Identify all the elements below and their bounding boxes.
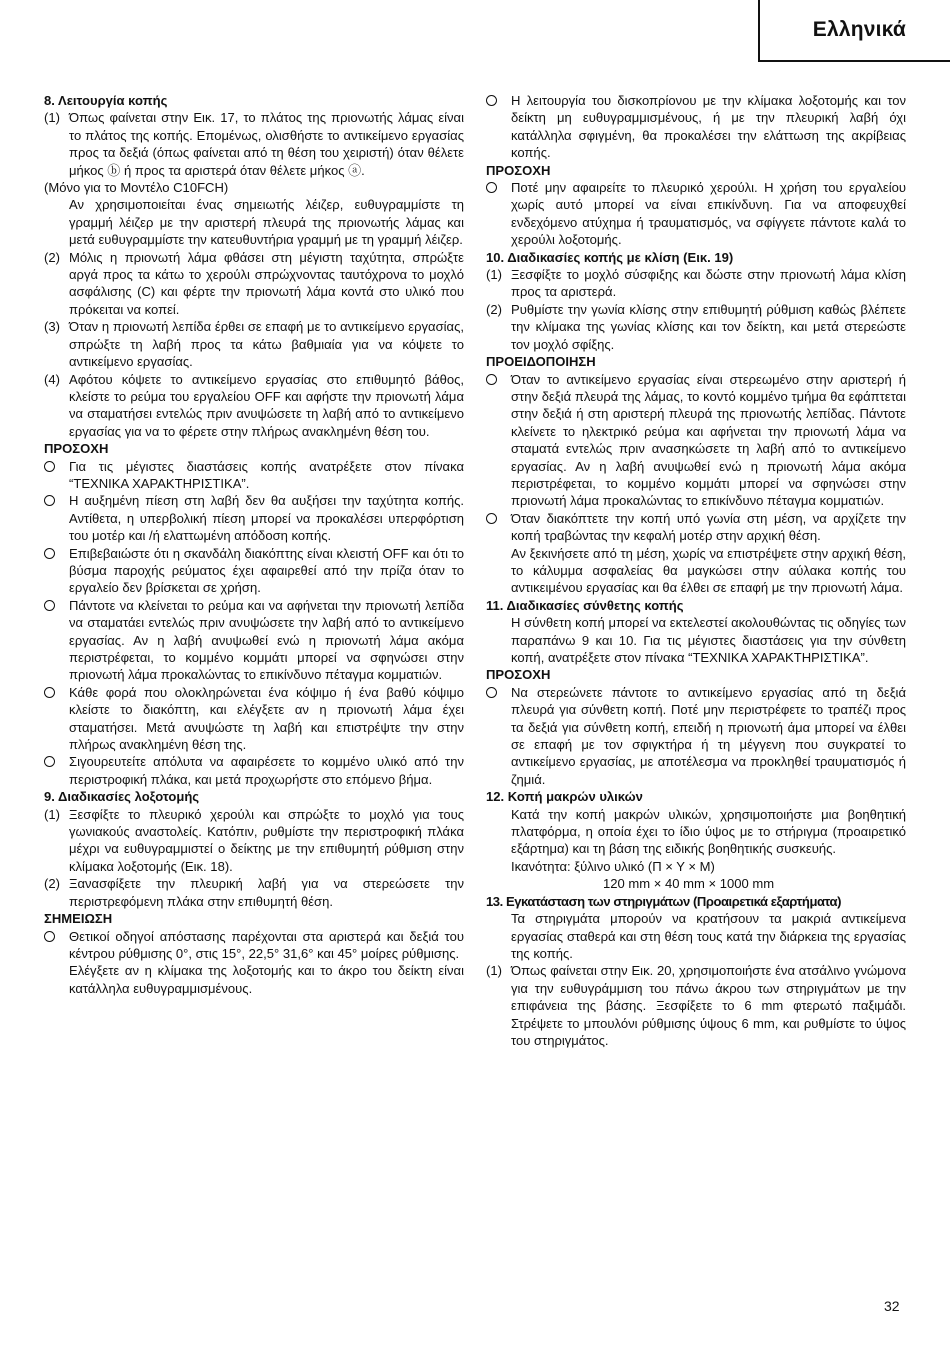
bullet-text: Η λειτουργία του δισκοπρίονου με την κλίμακα λοξοτομής και τον δείκτη μη ευθυγραμμισμένους, ή με την πλευρική λαβή όχι κατάλληλα σφιγμένη, θα προκαλέσει την ελάττωση της ακρίβειας κοπής. (511, 93, 906, 161)
paragraph: (Μόνο για το Μοντέλο C10FCH) (44, 180, 229, 196)
section-heading: ΣΗΜΕΙΩΣΗ (44, 911, 113, 927)
step-text: Μόλις η πριονωτή λάμα φθάσει στη μέγιστη ταχύτητα, σπρώξτε αργά προς τα κάτω το χερούλι σπρώχνοντας ταυτόχρονα το μοχλό ασφάλισης (C) και φέρτε την πριονωτή λάμα κοντά στο υλικό που πρόκειται να κοπεί. (69, 249, 464, 317)
bullet-item (486, 179, 906, 249)
circle-bullet-icon (486, 513, 497, 524)
circle-bullet-icon (44, 548, 55, 559)
indented-paragraph: Ελέγξετε αν η κλίμακα της λοξοτομής και το άκρο του δείκτη είναι κατάλληλα ευθυγραμμισμένους. (69, 963, 464, 996)
section-heading: 11. Διαδικασίες σύνθετης κοπής (486, 597, 684, 613)
numbered-step (44, 371, 464, 441)
numbered-step (486, 266, 906, 301)
bullet-text: Επιβεβαιώστε ότι η σκανδάλη διακόπτης είναι κλειστή OFF και ότι το βύσμα παροχής ρεύματος έχει αφαιρεθεί από την πρίζα όταν το εργαλείο δεν βρίσκεται σε χρήση. (69, 545, 464, 596)
section-heading: ΠΡΟΣΟΧΗ (486, 667, 551, 683)
section-heading: ΠΡΟΕΙΔΟΠΟΙΗΣΗ (486, 354, 596, 370)
step-number: (1) (44, 110, 60, 126)
step-text: Ρυθμίστε την γωνία κλίσης στην επιθυμητή ρύθμιση καθώς βλέπετε την κλίμακα της γωνίας κλίσης και τον δείκτη, και μετά στερεώστε τον μοχλό σφίξης. (511, 301, 906, 352)
step-text: Όπως φαίνεται στην Εικ. 20, χρησιμοποιήστε ένα ατσάλινο γνώμονα για την ευθυγράμμιση του πάνω άκρου των στηριγμάτων με την επιφάνεια της βάσης. Ξεσφίξετε το 6 mm φτερωτό παξιμάδι. Στρέψετε το μπουλόνι ρύθμισης ύψους 6 mm, και ρυθμίστε το ύψος του στηριγμάτος. (511, 963, 906, 1048)
circle-bullet-icon (486, 95, 497, 106)
step-text: Ξεσφίξτε το πλευρικό χερούλι και σπρώξτε το μοχλό για τους γωνιακούς αναστολείς. Κατόπιν, ρυθμίστε την περιστροφική πλάκα μέχρι να ευθυγραμμιστεί ο δείκτης με την επιθυμητή ρύθμιση στην κλίμακα λοξοτομής (Εικ. 18). (69, 806, 464, 874)
step-number: (1) (486, 963, 502, 979)
bullet-item (486, 371, 906, 510)
section-heading: 13. Εγκατάσταση των στηριγμάτων (Προαιρετικά εξαρτήματα) (486, 893, 842, 909)
bullet-item (44, 684, 464, 754)
section-heading: 10. Διαδικασίες κοπής με κλίση (Εικ. 19) (486, 249, 734, 265)
circle-bullet-icon (44, 756, 55, 767)
section-heading: 9. Διαδικασίες λοξοτομής (44, 789, 200, 805)
bullet-text: Θετικοί οδηγοί απόστασης παρέχονται στα αριστερά και δεξιά του κέντρου ρύθμισης 0°, στις 15°, 22,5° 31,6° και 45° μοίρες ρύθμισης. (69, 928, 464, 961)
bullet-item (486, 684, 906, 788)
section-heading: ΠΡΟΣΟΧΗ (486, 162, 551, 178)
bullet-text: Όταν διακόπτετε την κοπή υπό γωνία στη μέση, να αρχίζετε την κοπή τραβώντας την κεφαλή μοτέρ στην αρχική θέση. (511, 510, 906, 544)
section-heading: ΠΡΟΣΟΧΗ (44, 441, 109, 457)
circle-bullet-icon (486, 687, 497, 698)
circle-bullet-icon (44, 931, 55, 942)
step-text: Ξεσφίξτε το μοχλό σύσφιξης και δώστε στην πριονωτή λάμα κλίση προς τα αριστερά. (511, 267, 906, 300)
step-number: (2) (44, 249, 60, 265)
step-text: Όταν η πριονωτή λεπίδα έρθει σε επαφή με το αντικείμενο εργασίας, σπρώξτε τη λαβή προς τα κάτω βαθμιαία για να κόψετε το αντικείμενο εργασίας. (69, 319, 464, 370)
indented-paragraph: Αν χρησιμοποιείται ένας σημειωτής λέιζερ, ευθυγραμμίστε τη γραμμή λέιζερ με την αριστερή πλευρά της πριονωτής λάμας και μετά ευθυγραμμίστε την κατευθυντήρια γραμμή με τη γραμμή λέιζερ. (69, 197, 464, 248)
step-number: (3) (44, 319, 60, 335)
bullet-item (486, 92, 906, 162)
step-text: Όπως φαίνεται στην Εικ. 17, το πλάτος της πριονωτής λάμας είναι το πλάτος της κοπής. Επομένως, ολισθήστε το αντικείμενο εργασίας προς τα δεξιά (όπως φαίνεται από τη θέση του χειριστή) όταν θέλετε μήκος ⓑ ή προς τα αριστερά όταν θέλετε μήκος ⓐ. (69, 110, 464, 178)
bullet-text: Η αυξημένη πίεση στη λαβή δεν θα αυξήσει την ταχύτητα κοπής. Αντίθετα, η υπερβολική πίεση μπορεί να προκαλέσει υπερφόρτιση του μοτέρ και /ή ελαττωμένη απόδοση κοπής. (69, 493, 464, 544)
circle-bullet-icon (486, 374, 497, 385)
circle-bullet-icon (44, 600, 55, 611)
numbered-step (44, 318, 464, 370)
step-number: (2) (486, 301, 502, 317)
step-number: (1) (44, 806, 60, 822)
bullet-text: Όταν το αντικείμενο εργασίας είναι στερεωμένο στην αριστερή ή στην δεξιά πλευρά της λάμας, το κοντό κομμένο τμήμα θα εφάπτεται στην δεξιά ή στη αριστερή πλευρά της πριονωτής λεπίδας. Πάντοτε κλείνετε το ηλεκτρικό ρεύμα και αφήνεται την πριονωτή λάμα να σταματά εντελώς πριν ανασηκώσετε τη λαβή από το αντικείμενο εργασίας. Αν η λαβή ανυψωθεί ενώ η πριονωτή λάμα ακόμα περιστρέφεται, το κομμένο κομμάτι μπορεί να σφηνώσει στην πριονωτή λάμα προκαλώντας το επικίνδυνο πέταγμα κομματιών. (511, 371, 906, 509)
step-number: (4) (44, 371, 60, 387)
bullet-item (44, 597, 464, 684)
bullet-text: Σιγουρευτείτε απόλυτα να αφαιρέσετε το κομμένο υλικό από την περιστροφική πλάκα, και μετά προχωρήστε στο επόμενο βήμα. (69, 754, 464, 787)
bullet-item (44, 492, 464, 544)
language-tab (758, 0, 950, 62)
indented-paragraph: Κατά την κοπή μακρών υλικών, χρησιμοποιήστε μια βοηθητική πλατφόρμα, η οποία έχει το ίδιο ύψος με το στήριγμα (προαιρετικό εξάρτημα) και τη βάση της ειδικής βοηθητικής συσκευής. (511, 806, 906, 857)
bullet-text: Πάντοτε να κλείνεται το ρεύμα και να αφήνεται την πριονωτή λεπίδα να σταματάει εντελώς πριν ανυψώσετε την λαβή από το αντικείμενο εργασίας. Αν η λαβή ανυψωθεί ενώ η πριονωτή λάμα ακόμα περιστρέφεται, το κομμένο κομμάτι μπορεί να σφηνώσει στην πριονωτή λάμα προκαλώντας το επικίνδυνο πέταγμα κομματιών. (69, 597, 464, 683)
bullet-item (44, 753, 464, 788)
indented-paragraph: Ικανότητα: ξύλινο υλικό (Π × Υ × Μ) (511, 858, 715, 874)
indented-paragraph: Η σύνθετη κοπή μπορεί να εκτελεστεί ακολουθώντας τις οδηγίες των παραπάνω 9 και 10. Για τις μέγιστες διαστάσεις για την σύνθετη κοπή, ανατρέξετε στον πίνακα “ΤΕΧΝΙΚΑ ΧΑΡΑΚΤΗΡΙΣΤΙΚΑ”. (511, 615, 906, 665)
page-number: 32 (884, 1298, 900, 1314)
bullet-text: Για τις μέγιστες διαστάσεις κοπής ανατρέξετε στον πίνακα “ΤΕΧΝΙΚΑ ΧΑΡΑΚΤΗΡΙΣΤΙΚΑ”. (69, 458, 464, 491)
step-number: (2) (44, 876, 60, 892)
circle-bullet-icon (44, 495, 55, 506)
bullet-item (44, 928, 464, 963)
bullet-item (44, 458, 464, 493)
section-heading: 8. Λειτουργία κοπής (44, 93, 168, 108)
language-label: Ελληνικά (812, 18, 906, 41)
numbered-step (44, 109, 464, 179)
circle-bullet-icon (44, 687, 55, 698)
bullet-text: Κάθε φορά που ολοκληρώνεται ένα κόψιμο ή ένα βαθύ κόψιμο κλείστε το διακόπτη, και ελέγξετε αν η πριονωτή λάμα έχει σταματήσει. Μετά ανυψώστε τη λαβή και επιστρέψτε την στην πλήρως ανακλημένη θέση της. (69, 684, 464, 753)
bullet-item (44, 545, 464, 597)
right-column (486, 92, 906, 1049)
bullet-text: Ποτέ μην αφαιρείτε το πλευρικό χερούλι. Η χρήση του εργαλείου χωρίς αυτό μπορεί να είναι επικίνδυνη. Για να αποφευχθεί ενδεχόμενο ατύχημα ή τραυματισμός, να σφίγγετε πάντοτε καλά το χερούλι λοξοτομής. (511, 180, 906, 248)
circle-bullet-icon (44, 461, 55, 472)
capacity-dimensions: 120 mm × 40 mm × 1000 mm (603, 876, 775, 892)
left-column (44, 92, 464, 997)
numbered-step (44, 806, 464, 876)
numbered-step (44, 875, 464, 910)
indented-paragraph: Τα στηριγμάτα μπορούν να κρατήσουν τα μακριά αντικείμενα εργασίας σταθερά και στη θέση τους κατά την διάρκεια της εργασίας της κοπής. (511, 911, 906, 961)
indented-paragraph: Αν ξεκινήσετε από τη μέση, χωρίς να επιστρέψετε στην αρχική θέση, το κάλυμμα ασφαλείας θα μαγκώσει στην αύλακα κοπής του αντικειμένου εργασίας και θα έλθει σε επαφή με την πριονωτή λάμα. (511, 545, 906, 596)
numbered-step (486, 301, 906, 353)
numbered-step (486, 962, 906, 1049)
section-heading: 12. Κοπή μακρών υλικών (486, 789, 643, 805)
circle-bullet-icon (486, 182, 497, 193)
step-text: Ξανασφίξετε την πλευρική λαβή για να στερεώσετε την περιστρεφόμενη πλάκα στην επιθυμητή θέση. (69, 876, 464, 909)
step-number: (1) (486, 267, 502, 283)
numbered-step (44, 249, 464, 319)
bullet-item (486, 510, 906, 545)
step-text: Αφότου κόψετε το αντικείμενο εργασίας στο επιθυμητό βάθος, κλείστε το ρεύμα του εργαλείου OFF και αφήστε την πριονωτή λάμα να σταματήσει εντελώς πριν ανυψώσετε τη λαβή από το αντικείμενο εργασίας για να το φέρετε στην πλήρως ανακλημένη θέση του. (69, 371, 464, 439)
bullet-text: Να στερεώνετε πάντοτε το αντικείμενο εργασίας από τη δεξιά πλευρά για σύνθετη κοπή. Ποτέ μην περιστρέφετε το τραπέζι προς τα δεξιά για σύνθετη κοπή, επειδή η πριονωτή άμα μπορεί να έλθει σε επαφή με τον σφιγκτήρα ή τη μέγγενη που συγκρατεί το αντικείμενο εργασίας, με αποτέλεσμα να προκληθεί τραυματισμός ή ζημιά. (511, 684, 906, 787)
